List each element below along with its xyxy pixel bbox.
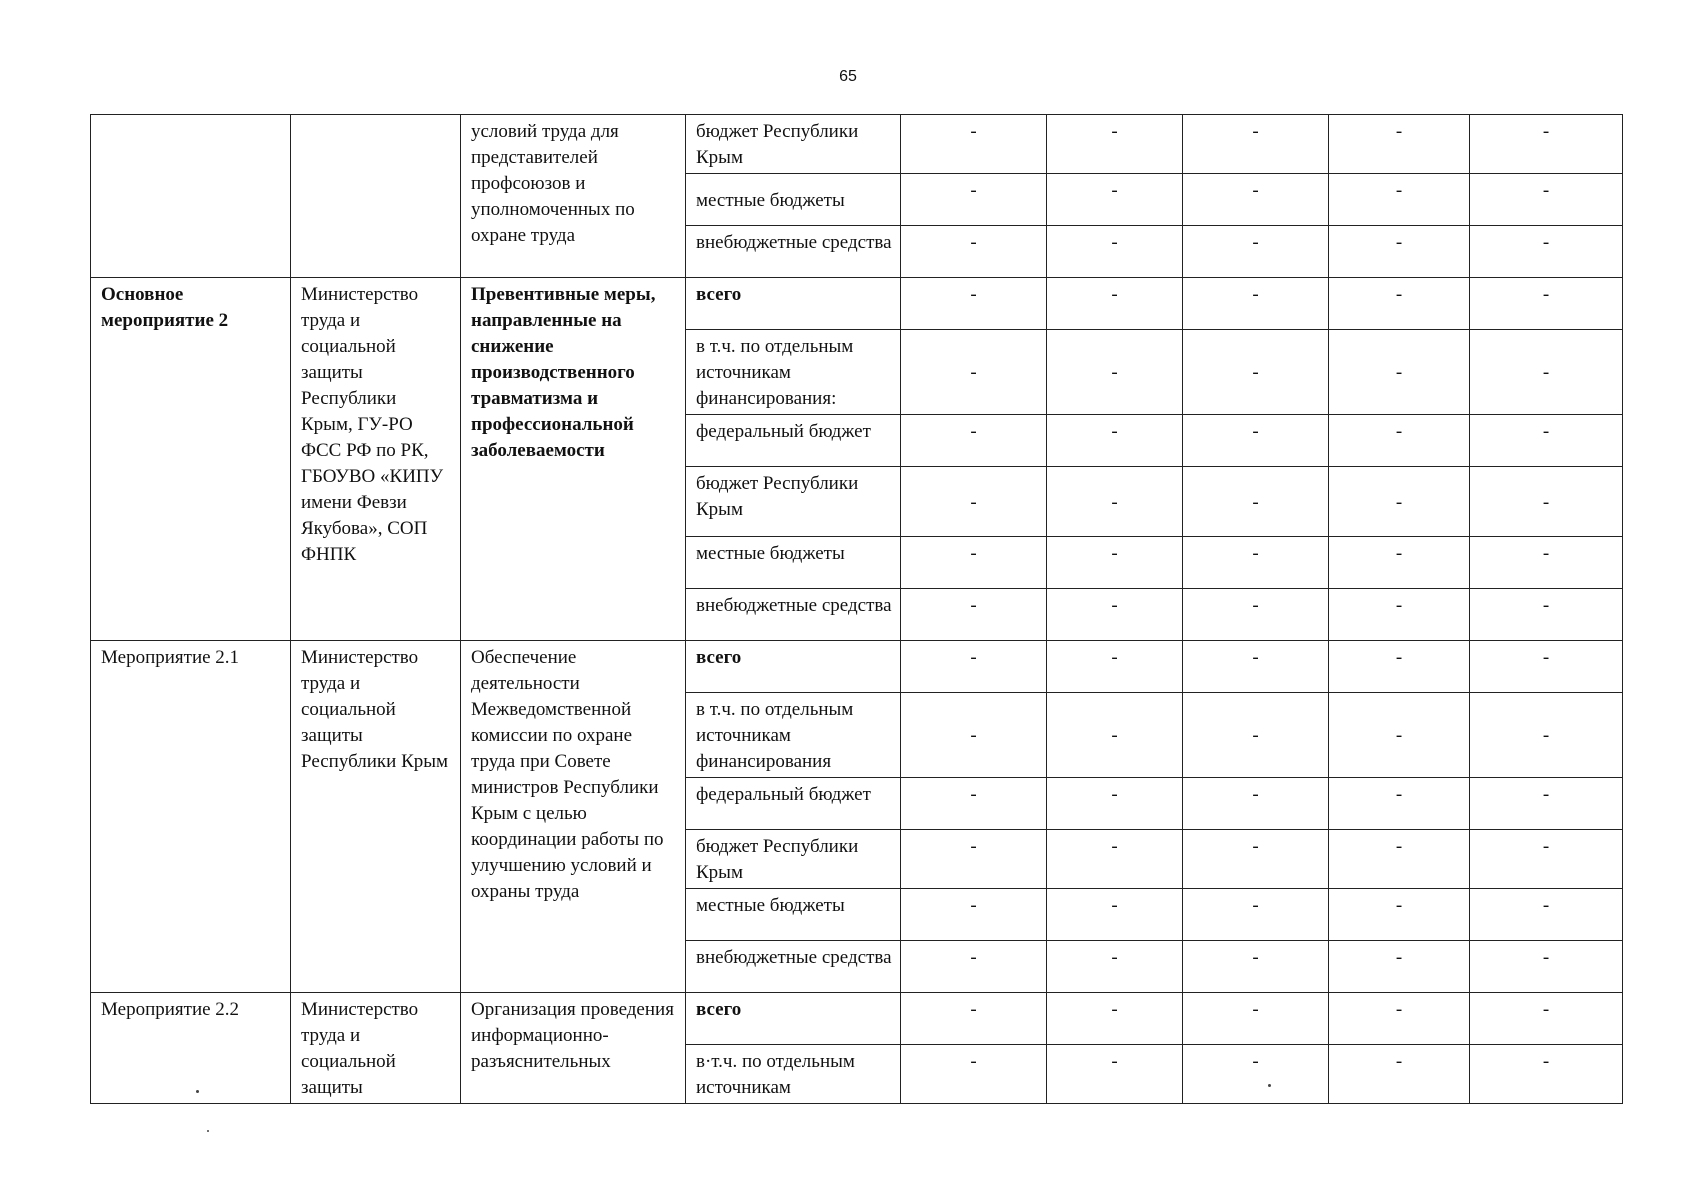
value-cell: -: [1047, 589, 1183, 641]
value-cell: -: [1470, 115, 1623, 174]
value-cell: -: [1329, 941, 1470, 993]
value-cell: -: [901, 1045, 1047, 1104]
value-cell: -: [1047, 778, 1183, 830]
source-cell: бюджет Республики Крым: [686, 467, 901, 537]
source-cell: внебюджетные средства: [686, 941, 901, 993]
value-cell: -: [1470, 778, 1623, 830]
value-cell: -: [1183, 941, 1329, 993]
value-cell: -: [901, 330, 1047, 415]
source-cell: всего: [686, 641, 901, 693]
name-cell: Организация проведения информационно-разъяснительных: [461, 993, 686, 1104]
value-cell: -: [1329, 693, 1470, 778]
source-cell: бюджет Республики Крым: [686, 830, 901, 889]
value-cell: -: [1183, 641, 1329, 693]
value-cell: -: [1329, 537, 1470, 589]
value-cell: -: [1470, 641, 1623, 693]
value-cell: -: [1047, 641, 1183, 693]
table-row: [91, 115, 1623, 174]
value-cell: -: [1183, 174, 1329, 226]
status-cell: [91, 115, 291, 278]
value-cell: -: [1470, 226, 1623, 278]
value-cell: -: [901, 941, 1047, 993]
name-cell: Превентивные меры, направленные на снижение производственного травматизма и профессиональной заболеваемости: [461, 278, 686, 641]
status-cell: Основное мероприятие 2: [91, 278, 291, 641]
source-cell: местные бюджеты: [686, 174, 901, 226]
value-cell: -: [1183, 1045, 1329, 1104]
source-cell: в т.ч. по отдельным источникам финансирования:: [686, 330, 901, 415]
value-cell: -: [1183, 537, 1329, 589]
value-cell: -: [1470, 278, 1623, 330]
value-cell: -: [1183, 778, 1329, 830]
executor-cell: Министерство труда и социальной защиты: [291, 993, 461, 1104]
executor-cell: [291, 115, 461, 278]
value-cell: -: [1047, 693, 1183, 778]
value-cell: -: [1183, 415, 1329, 467]
executor-cell: Министерство труда и социальной защиты Республики Крым, ГУ-РО ФСС РФ по РК, ГБОУВО «КИПУ имени Февзи Якубова», СОП ФНПК: [291, 278, 461, 641]
source-cell: федеральный бюджет: [686, 778, 901, 830]
value-cell: -: [901, 537, 1047, 589]
table-row: [91, 993, 1623, 1045]
source-cell: всего: [686, 278, 901, 330]
value-cell: -: [1183, 226, 1329, 278]
value-cell: -: [1047, 174, 1183, 226]
scan-speck: [196, 1090, 199, 1093]
value-cell: -: [1329, 330, 1470, 415]
source-cell: внебюджетные средства: [686, 226, 901, 278]
executor-cell: Министерство труда и социальной защиты Республики Крым: [291, 641, 461, 993]
value-cell: -: [1329, 115, 1470, 174]
value-cell: -: [1047, 1045, 1183, 1104]
value-cell: -: [1183, 993, 1329, 1045]
value-cell: -: [1183, 467, 1329, 537]
value-cell: -: [1329, 226, 1470, 278]
value-cell: -: [1047, 830, 1183, 889]
value-cell: -: [1470, 830, 1623, 889]
value-cell: -: [1183, 589, 1329, 641]
value-cell: -: [1183, 889, 1329, 941]
table-row: [91, 278, 1623, 330]
value-cell: -: [1047, 889, 1183, 941]
name-cell: условий труда для представителей профсоюзов и уполномоченных по охране труда: [461, 115, 686, 278]
value-cell: -: [901, 174, 1047, 226]
value-cell: -: [1047, 415, 1183, 467]
source-cell: в т.ч. по отдельным источникам финансирования: [686, 693, 901, 778]
value-cell: -: [901, 993, 1047, 1045]
value-cell: -: [1470, 537, 1623, 589]
value-cell: -: [1047, 993, 1183, 1045]
status-cell: Мероприятие 2.1: [91, 641, 291, 993]
value-cell: -: [901, 830, 1047, 889]
table-row: [91, 641, 1623, 693]
value-cell: -: [1470, 589, 1623, 641]
value-cell: -: [1329, 993, 1470, 1045]
value-cell: -: [1470, 330, 1623, 415]
value-cell: -: [1329, 415, 1470, 467]
source-cell: всего: [686, 993, 901, 1045]
value-cell: -: [1329, 1045, 1470, 1104]
source-cell: федеральный бюджет: [686, 415, 901, 467]
value-cell: -: [901, 415, 1047, 467]
value-cell: -: [901, 589, 1047, 641]
value-cell: -: [901, 889, 1047, 941]
source-cell: бюджет Республики Крым: [686, 115, 901, 174]
value-cell: -: [1470, 467, 1623, 537]
value-cell: -: [1329, 174, 1470, 226]
value-cell: -: [901, 778, 1047, 830]
value-cell: -: [1329, 778, 1470, 830]
value-cell: -: [1329, 641, 1470, 693]
value-cell: -: [1329, 589, 1470, 641]
value-cell: -: [1183, 115, 1329, 174]
status-cell: Мероприятие 2.2: [91, 993, 291, 1104]
value-cell: -: [1047, 537, 1183, 589]
page-number: 65: [839, 68, 857, 85]
value-cell: -: [1047, 226, 1183, 278]
value-cell: -: [901, 467, 1047, 537]
source-cell: местные бюджеты: [686, 537, 901, 589]
value-cell: -: [1329, 889, 1470, 941]
source-cell: местные бюджеты: [686, 889, 901, 941]
value-cell: -: [1047, 330, 1183, 415]
value-cell: -: [1183, 278, 1329, 330]
value-cell: -: [1329, 830, 1470, 889]
source-cell: в·т.ч. по отдельным источникам: [686, 1045, 901, 1104]
value-cell: -: [1329, 278, 1470, 330]
value-cell: -: [1183, 830, 1329, 889]
value-cell: -: [1183, 330, 1329, 415]
value-cell: -: [1470, 1045, 1623, 1104]
value-cell: -: [1470, 889, 1623, 941]
value-cell: -: [1329, 467, 1470, 537]
name-cell: Обеспечение деятельности Межведомственной комиссии по охране труда при Совете министров Республики Крым с целью координации работы по улучшению условий и охраны труда: [461, 641, 686, 993]
value-cell: -: [901, 226, 1047, 278]
value-cell: -: [901, 641, 1047, 693]
value-cell: -: [1470, 415, 1623, 467]
source-cell: внебюджетные средства: [686, 589, 901, 641]
value-cell: -: [901, 278, 1047, 330]
value-cell: -: [1047, 278, 1183, 330]
value-cell: -: [901, 693, 1047, 778]
value-cell: -: [1470, 174, 1623, 226]
value-cell: -: [1183, 693, 1329, 778]
value-cell: -: [1470, 993, 1623, 1045]
value-cell: -: [1470, 941, 1623, 993]
value-cell: -: [901, 115, 1047, 174]
value-cell: -: [1047, 115, 1183, 174]
scan-speck: [207, 1130, 209, 1132]
scan-speck: [1268, 1084, 1271, 1087]
value-cell: -: [1470, 693, 1623, 778]
value-cell: -: [1047, 467, 1183, 537]
value-cell: -: [1047, 941, 1183, 993]
program-finance-table: [90, 114, 1623, 1104]
